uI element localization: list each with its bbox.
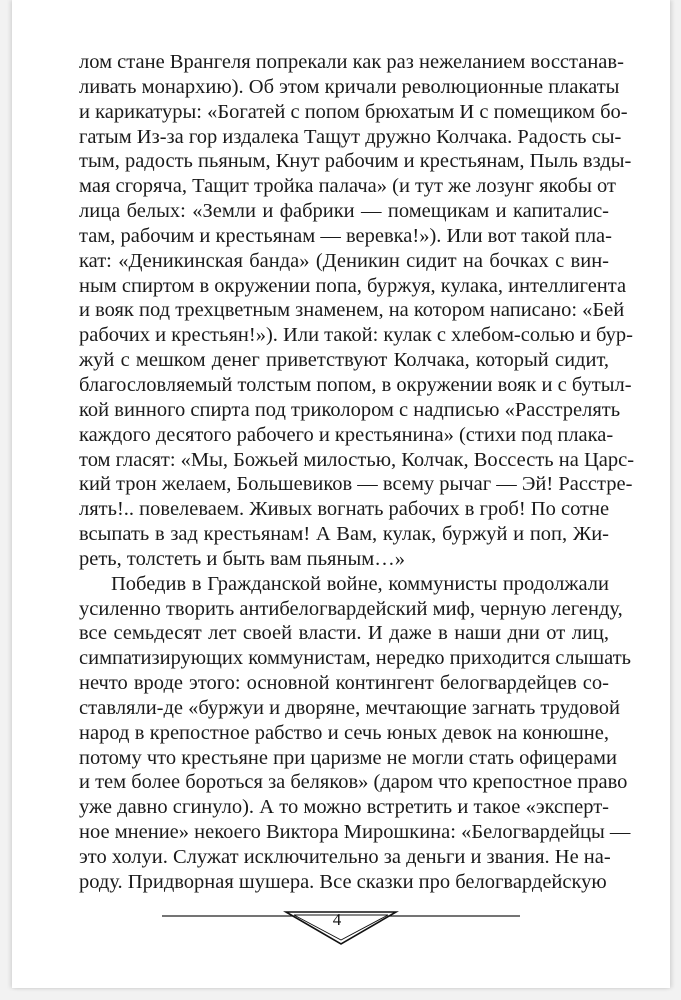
text-line: роду. Придворная шушера. Все сказки про белогвардейскую — [79, 870, 607, 893]
text-line: рабочих и крестьян!»). Или такой: кулак с хлебом-солью и бур- — [79, 324, 633, 347]
text-line: ное мнение» некоего Виктора Мирошкина: «Белогвардейцы — — [79, 821, 631, 844]
text-line: жуй с мешком денег приветствуют Колчака, который сидит, — [79, 349, 609, 372]
text-line: это холуи. Служат исключительно за деньги и звания. Не на- — [79, 846, 611, 868]
text-line: тым, радость пьяным, Кнут рабочим и крестьянам, Пыль взды- — [79, 150, 632, 173]
text-line: мая сгоряча, Тащит тройка палача» (и тут же лозунг якобы от — [79, 175, 616, 198]
text-line: уже давно сгинуло). А то можно встретить и такое «эксперт- — [79, 796, 609, 819]
text-line: симпатизирующих коммунистам, нередко приходится слышать — [79, 647, 632, 670]
text-line: и вояк под трехцветным знаменем, на котором написано: «Бей — [79, 299, 625, 322]
text-line: народ в крепостное рабство и сечь юных девок на конюшне, — [79, 721, 609, 744]
page-number: 4 — [332, 910, 342, 929]
text-line: благословляемый толстым попом, в окружении вояк и с бутыл- — [79, 373, 632, 396]
text-line: кий трон желаем, Большевиков — всему рычаг — Эй! Расстре- — [79, 473, 633, 496]
text-line: усиленно творить антибелогвардейский миф, черную легенду, — [79, 597, 623, 620]
text-line: том гласят: «Мы, Божьей милостью, Колчак, Воссесть на Царс- — [79, 448, 635, 471]
text-line: каждого десятого рабочего и крестьянина» (стихи под плака- — [79, 423, 614, 446]
text-line: ливать монархию). Об этом кричали революционные плакаты — [79, 75, 620, 98]
text-line: и карикатуры: «Богатей с попом брюхатым И с помещиком бо- — [79, 100, 628, 123]
text-line: лять!.. повелеваем. Живых вогнать рабочих в гроб! По сотне — [79, 498, 610, 521]
paragraph — [79, 572, 632, 895]
text-line: кой винного спирта под триколором с надписью «Расстрелять — [79, 398, 621, 421]
text-line: там, рабочим и крестьянам — веревка!»). Или вот такой пла- — [79, 224, 612, 247]
body-text — [79, 50, 635, 895]
text-line: кат: «Деникинская банда» (Деникин сидит на бочках с вин- — [79, 249, 609, 272]
text-line: нечто вроде этого: основной контингент белогвардейцев со- — [79, 672, 609, 695]
text-line: ставляли-де «буржуи и дворяне, мечтающие загнать трудовой — [79, 696, 621, 719]
text-line: потому что крестьяне при царизме не могли стать офицерами — [79, 746, 617, 769]
text-line: и тем более бороться за беляков» (даром что крепостное право — [79, 771, 628, 794]
text-line: реть, толстеть и быть вам пьяным…» — [79, 547, 405, 570]
book-page — [12, 0, 670, 988]
text-line: Победив в Гражданской войне, коммунисты продолжали — [111, 572, 609, 595]
text-line: все семьдесят лет своей власти. И даже в наши дни от лиц, — [79, 622, 609, 645]
text-line: лом стане Врангеля попрекали как раз нежеланием восстанав- — [79, 51, 624, 73]
text-line: лица белых: «Земли и фабрики — помещикам и капиталис- — [79, 200, 609, 223]
text-line: всыпать в зад крестьянам! А Вам, кулак, буржуй и поп, Жи- — [79, 523, 609, 546]
text-line: ным спиртом в окружении попа, буржуя, кулака, интеллигента — [79, 274, 627, 297]
paragraph — [79, 50, 635, 572]
text-line: гатым Из-за гор издалека Тащут дружно Колчака. Радость сы- — [79, 125, 622, 148]
